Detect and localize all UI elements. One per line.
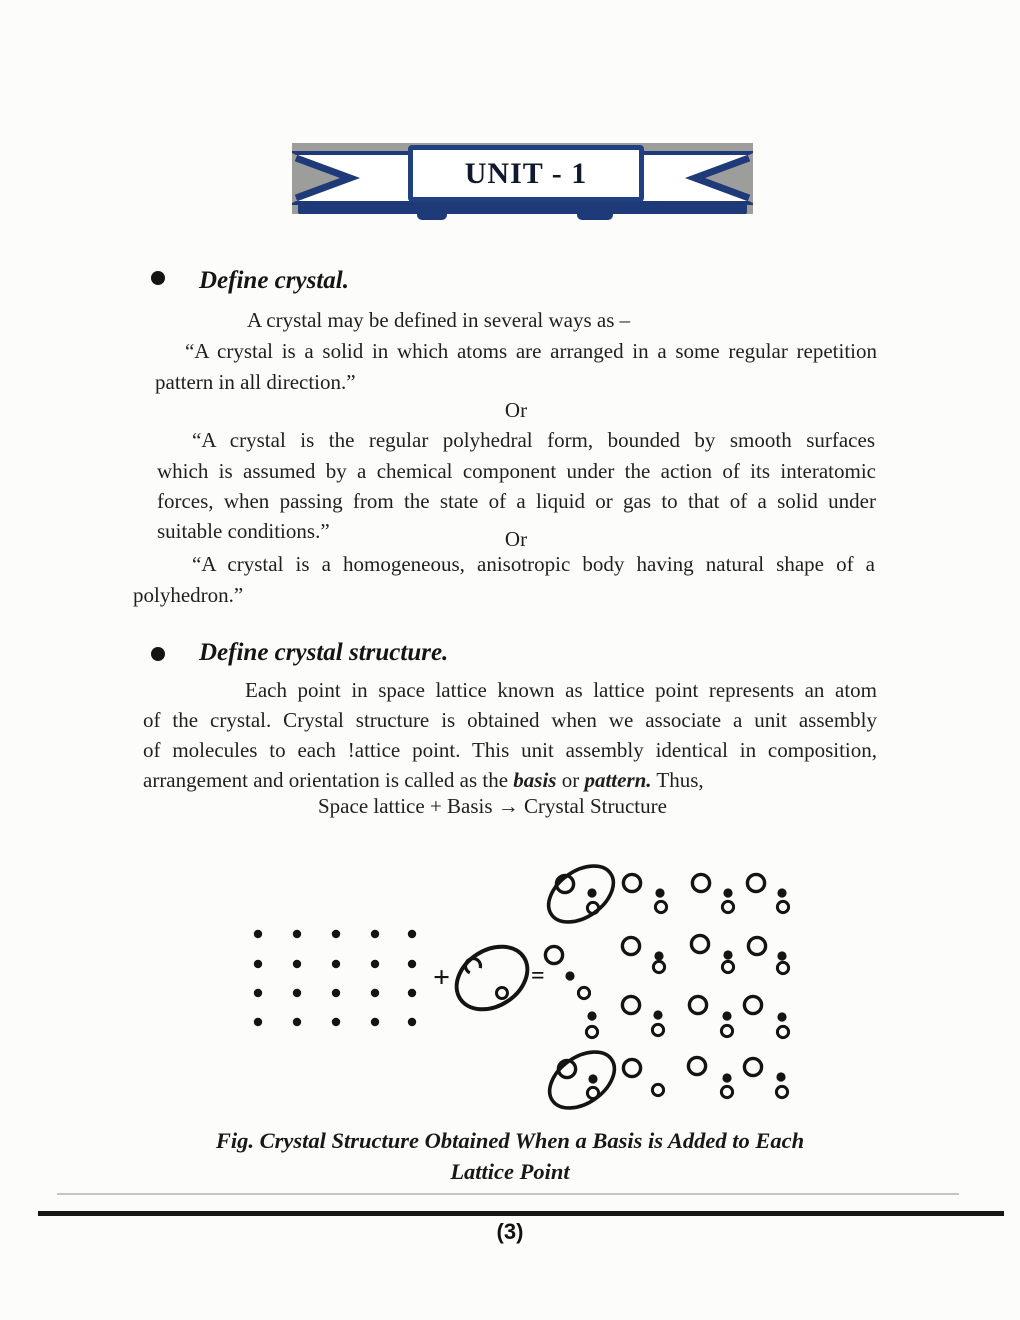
- bullet-marker: [151, 271, 165, 285]
- lattice-point-dot: [371, 960, 379, 968]
- crystal-small-atom: [586, 1026, 597, 1037]
- figure-caption-line2: Lattice Point: [450, 1159, 570, 1184]
- unit-highlight-ellipse: [539, 1041, 624, 1120]
- crystal-lattice-dot: [777, 951, 786, 960]
- crystal-small-atom: [777, 901, 788, 912]
- lattice-point-dot: [293, 989, 301, 997]
- crystal-big-atom: [622, 996, 639, 1013]
- figure-caption-line1: Fig. Crystal Structure Obtained When a Basis is Added to Each: [215, 1128, 805, 1153]
- line: arrangement and orientation is called as the basis or pattern. Thus,: [143, 768, 704, 792]
- basis-ellipse: [445, 934, 539, 1022]
- lattice-point-dot: [408, 1018, 416, 1026]
- lattice-point-dot: [332, 930, 340, 938]
- crystal-lattice-dot: [565, 971, 574, 980]
- crystal-small-atom: [777, 962, 788, 973]
- crystal-lattice-dot: [654, 951, 663, 960]
- crystal-small-atom: [653, 961, 664, 972]
- crystal-small-atom: [652, 1084, 663, 1095]
- lattice-point-dot: [371, 1018, 379, 1026]
- crystal-big-atom: [689, 996, 706, 1013]
- crystal-lattice-dot: [722, 1073, 731, 1082]
- bullet-marker: [151, 647, 165, 661]
- heading-define-crystal-structure: Define crystal structure.: [199, 639, 449, 666]
- or-separator: Or: [504, 398, 528, 422]
- line: which is assumed by a chemical component under the action of its interatomic: [157, 459, 876, 483]
- lattice-point-dot: [408, 989, 416, 997]
- lattice-point-dot: [254, 989, 262, 997]
- crystal-lattice-dot: [776, 1072, 785, 1081]
- crystal-lattice-dot: [777, 1012, 786, 1021]
- crystal-lattice-dot: [722, 1011, 731, 1020]
- banner-fold-tab: [417, 204, 447, 220]
- crystal-lattice-dot: [588, 1074, 597, 1083]
- crystal-small-atom: [776, 1086, 787, 1097]
- crystal-big-atom: [748, 937, 765, 954]
- page-number: (3): [496, 1219, 524, 1244]
- crystal-small-atom: [652, 1024, 663, 1035]
- line: pattern in all direction.”: [155, 370, 356, 394]
- footer-rule-thin: [57, 1193, 959, 1195]
- line: A crystal may be defined in several ways as –: [247, 308, 631, 332]
- lattice-point-dot: [293, 960, 301, 968]
- lattice-point-dot: [293, 1018, 301, 1026]
- crystal-big-atom: [545, 946, 562, 963]
- line: suitable conditions.”: [157, 519, 330, 543]
- heading-define-crystal: Define crystal.: [199, 267, 349, 294]
- unit-title-box: [408, 145, 644, 202]
- crystal-big-atom: [622, 937, 639, 954]
- line: “A crystal is a solid in which atoms are arranged in a some regular repetition: [185, 339, 877, 363]
- crystal-lattice-dot: [587, 888, 596, 897]
- crystal-small-atom: [655, 901, 666, 912]
- crystal-lattice-dot: [653, 1010, 662, 1019]
- lattice-point-dot: [408, 960, 416, 968]
- crystal-lattice-dot: [723, 950, 732, 959]
- basis-crescent: [463, 956, 483, 976]
- lattice-point-dot: [371, 930, 379, 938]
- lattice-point-dot: [332, 960, 340, 968]
- crystal-big-atom: [688, 1057, 705, 1074]
- formula-line: Space lattice + Basis → Crystal Structure: [318, 794, 667, 818]
- line: polyhedron.”: [133, 583, 244, 607]
- crystal-big-atom: [623, 874, 640, 891]
- crystal-small-atom: [721, 1025, 732, 1036]
- unit-highlight-ellipse: [538, 855, 623, 934]
- crystal-big-atom: [691, 935, 708, 952]
- crystal-big-atom: [558, 1060, 575, 1077]
- lattice-point-dot: [371, 989, 379, 997]
- crystal-small-atom: [578, 987, 589, 998]
- unit-title: UNIT - 1: [464, 156, 588, 190]
- right-chevron-icon: [683, 151, 753, 205]
- lattice-point-dot: [254, 930, 262, 938]
- line: forces, when passing from the state of a liquid or gas to that of a solid under: [157, 489, 876, 513]
- crystal-lattice-dot: [723, 888, 732, 897]
- lattice-point-dot: [332, 1018, 340, 1026]
- crystal-small-atom: [777, 1026, 788, 1037]
- lattice-point-dot: [254, 960, 262, 968]
- crystal-big-atom: [692, 874, 709, 891]
- crystal-small-atom: [721, 1086, 732, 1097]
- plus-sign: +: [433, 961, 451, 994]
- crystal-big-atom: [744, 1058, 761, 1075]
- or-separator: Or: [504, 527, 528, 551]
- left-chevron-icon: [292, 151, 362, 205]
- crystal-small-atom: [722, 961, 733, 972]
- crystal-lattice-dot: [777, 888, 786, 897]
- crystal-lattice-dot: [587, 1011, 596, 1020]
- crystal-big-atom: [744, 996, 761, 1013]
- crystal-lattice-dot: [655, 888, 664, 897]
- crystal-small-atom: [722, 901, 733, 912]
- line: “A crystal is a homogeneous, anisotropic body having natural shape of a: [192, 552, 875, 576]
- line: “A crystal is the regular polyhedral form, bounded by smooth surfaces: [192, 428, 875, 452]
- lattice-point-dot: [332, 989, 340, 997]
- banner-bottom-bar: [298, 204, 747, 214]
- crystal-big-atom: [556, 875, 573, 892]
- crystal-small-atom: [587, 902, 598, 913]
- footer-rule-thick: [38, 1211, 1004, 1216]
- crystal-big-atom: [623, 1059, 640, 1076]
- banner-fold-tab: [577, 204, 613, 220]
- crystal-big-atom: [747, 874, 764, 891]
- basis-small-atom: [497, 988, 508, 999]
- lattice-point-dot: [408, 930, 416, 938]
- crystal-small-atom: [587, 1087, 598, 1098]
- line: Each point in space lattice known as lattice point represents an atom: [245, 678, 877, 702]
- lattice-point-dot: [293, 930, 301, 938]
- lattice-point-dot: [254, 1018, 262, 1026]
- line: of molecules to each !attice point. This unit assembly identical in composition,: [143, 738, 877, 762]
- equals-sign: =: [531, 963, 545, 989]
- line: of the crystal. Crystal structure is obtained when we associate a unit assembly: [143, 708, 877, 732]
